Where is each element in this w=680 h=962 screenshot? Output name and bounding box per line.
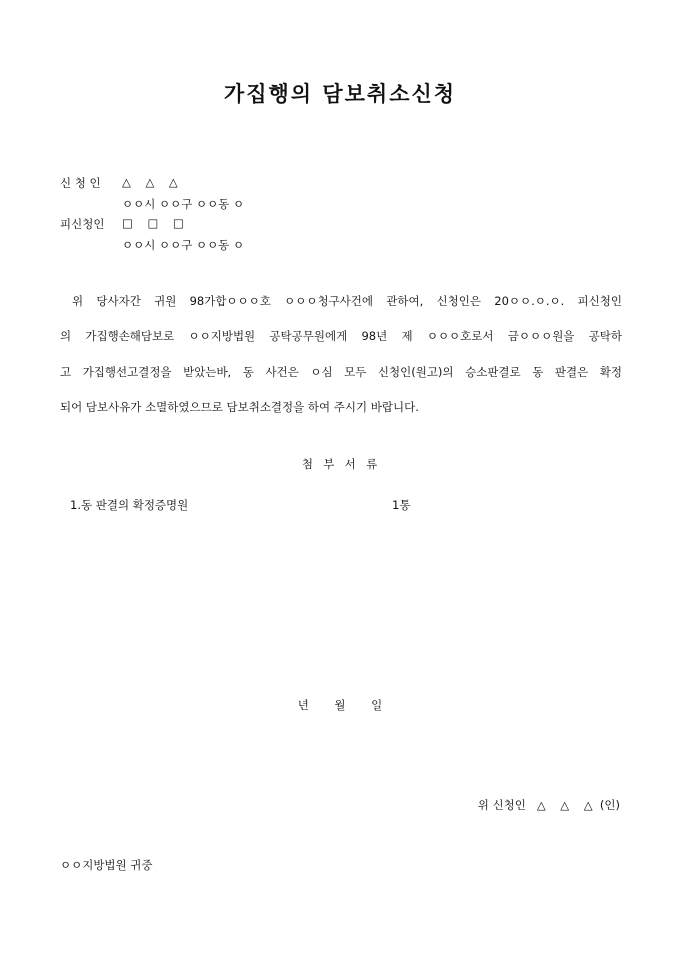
applicant-label: 신 청 인 [60,176,101,190]
court-addressee: ㅇㅇ지방법원 귀중 [60,858,153,872]
respondent-label: 피신청인 [60,217,105,231]
attachments-heading: 첨 부 서 류 [301,457,379,471]
respondent-address: ㅇㅇ시 ㅇㅇ구 ㅇㅇ동 ㅇ [122,238,245,252]
signer-line: 위 신청인 △ △ △ (인) [477,798,620,812]
applicant-name: △ △ △ [122,175,178,189]
applicant-address: ㅇㅇ시 ㅇㅇ구 ㅇㅇ동 ㅇ [122,197,245,211]
attachment-item-label: 1.동 판결의 확정증명원 [70,498,189,512]
respondent-name: □ □ □ [122,216,184,230]
body-line: 위 당사자간 귀원 98가합ㅇㅇㅇ호 ㅇㅇㅇ청구사건에 관하여, 신청인은 20ㅇㅇ.ㅇ.ㅇ. 피신청인 [72,294,622,308]
date-line: 년 월 일 [297,698,383,712]
body-line: 의 가집행손해담보로 ㅇㅇ지방법원 공탁공무원에게 98년 제 ㅇㅇㅇ호로서 금ㅇㅇㅇ원을 공탁하 [60,329,622,343]
attachment-item-qty: 1통 [392,498,411,512]
body-line: 고 가집행선고결정을 받았는바, 동 사건은 ㅇ심 모두 신청인(원고)의 승소판결로 동 판결은 확정 [60,365,622,379]
document-title: 가집행의 담보취소신청 [223,81,457,106]
body-line: 되어 담보사유가 소멸하였으므로 담보취소결정을 하여 주시기 바랍니다. [60,400,419,414]
